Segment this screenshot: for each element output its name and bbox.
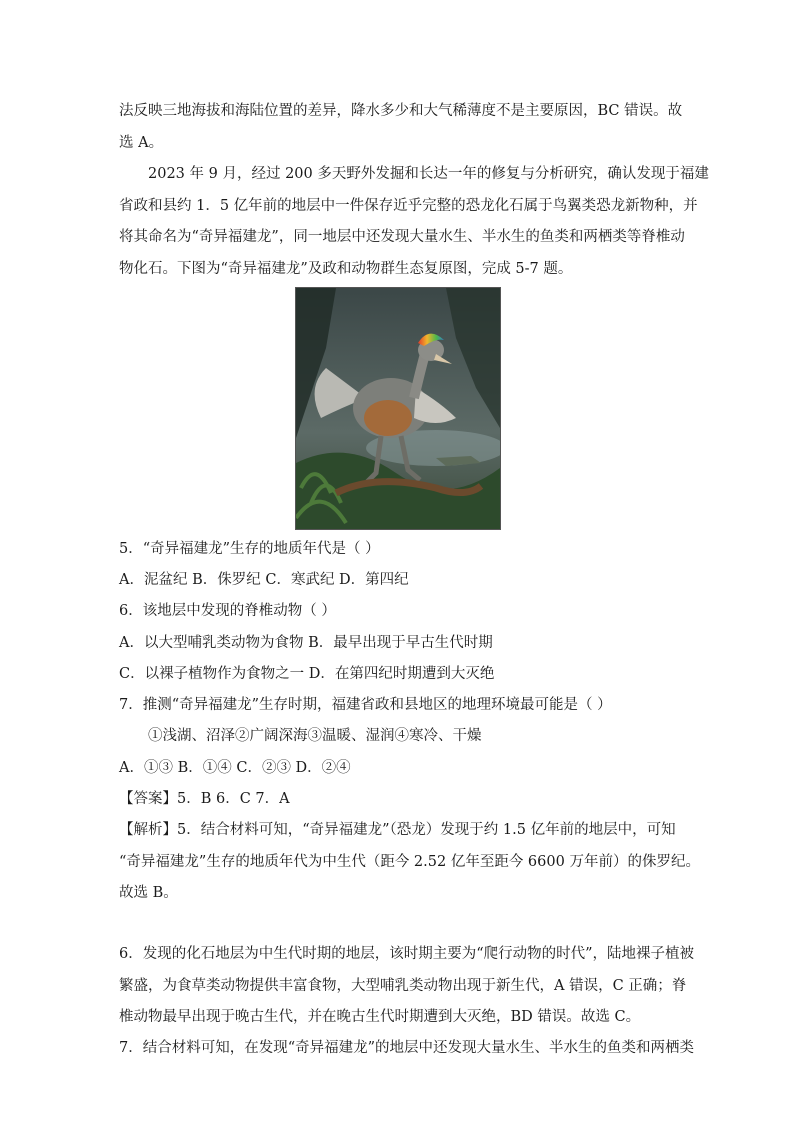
question-5: 5．“奇异福建龙”生存的地质年代是（ ） xyxy=(119,541,380,557)
question-6: 6．该地层中发现的脊椎动物（ ） xyxy=(119,603,336,619)
text-line: 2023 年 9 月，经过 200 多天野外发掘和长达一年的修复与分析研究，确认发现于福建 xyxy=(148,166,709,182)
question-7-options: A．①③ B．①④ C．②③ D．②④ xyxy=(119,760,351,776)
text-line: 省政和县约 1．5 亿年前的地层中一件保存近乎完整的恐龙化石属于鸟翼类恐龙新物种，并 xyxy=(119,198,698,214)
answer-line: 【答案】5．B 6．C 7．A xyxy=(119,791,290,807)
text-line: 选 A。 xyxy=(119,135,164,151)
question-7-items: ①浅湖、沼泽②广阔深海③温暖、湿润④寒冷、干燥 xyxy=(148,728,482,744)
analysis-line: 【解析】5．结合材料可知，“奇异福建龙”（恐龙）发现于约 1.5 亿年前的地层中，可知 xyxy=(119,822,676,838)
text-line: 物化石。下图为“奇异福建龙”及政和动物群生态复原图，完成 5-7 题。 xyxy=(119,261,573,277)
question-6-options-ab: A．以大型哺乳类动物为食物 B．最早出现于早古生代时期 xyxy=(119,635,493,651)
question-7: 7．推测“奇异福建龙”生存时期，福建省政和县地区的地理环境最可能是（ ） xyxy=(119,697,612,713)
analysis-line: 繁盛，为食草类动物提供丰富食物，大型哺乳类动物出现于新生代，A 错误，C 正确；脊 xyxy=(119,978,687,994)
question-6-options-cd: C．以裸子植物作为食物之一 D．在第四纪时期遭到大灭绝 xyxy=(119,666,495,682)
analysis-line: 6．发现的化石地层为中生代时期的地层，该时期主要为“爬行动物的时代”，陆地裸子植被 xyxy=(119,946,695,962)
analysis-line: 椎动物最早出现于晚古生代，并在晚古生代时期遭到大灭绝，BD 错误。故选 C。 xyxy=(119,1009,641,1025)
text-line: 法反映三地海拔和海陆位置的差异，降水多少和大气稀薄度不是主要原因，BC 错误。故 xyxy=(119,103,683,119)
analysis-line: 故选 B。 xyxy=(119,885,178,901)
analysis-line: 7．结合材料可知，在发现“奇异福建龙”的地层中还发现大量水生、半水生的鱼类和两栖类 xyxy=(119,1040,695,1056)
text-line: 将其命名为“奇异福建龙”，同一地层中还发现大量水生、半水生的鱼类和两栖类等脊椎动 xyxy=(119,229,685,245)
dinosaur-illustration xyxy=(295,287,501,530)
analysis-line: “奇异福建龙”生存的地质年代为中生代（距今 2.52 亿年至距今 6600 万年前）的侏罗纪。 xyxy=(119,854,700,870)
question-5-options: A．泥盆纪 B．侏罗纪 C．寒武纪 D．第四纪 xyxy=(119,572,409,588)
